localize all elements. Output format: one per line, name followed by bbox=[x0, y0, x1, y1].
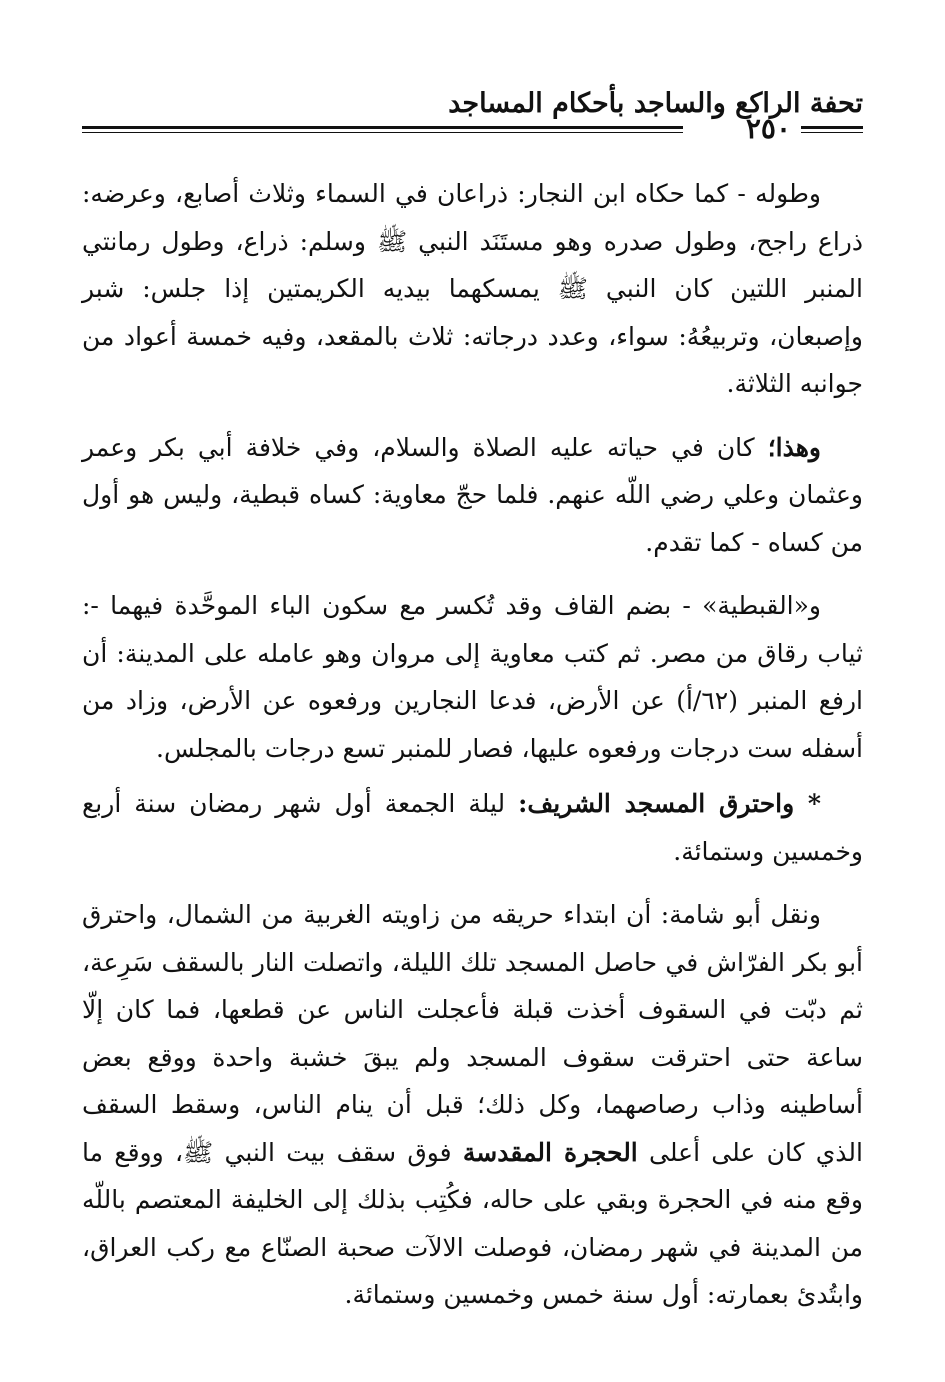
header-rule bbox=[82, 112, 863, 154]
paragraph-qubtiya bbox=[82, 582, 863, 772]
paragraph-text: كان في حياته عليه الصلاة والسلام، وفي خلافة أبي بكر وعمر وعثمان وعلي رضي اللّه عنهم. فلما حجّ معاوية: كساه قبطية، وليس هو أول من كساه - كما تقدم. bbox=[82, 432, 863, 557]
section-heading: * واحترق المسجد الشريف: bbox=[518, 789, 821, 818]
paragraph-text: وطوله - كما حكاه ابن النجار: ذراعان في السماء وثلاث أصابع، وعرضه: ذراع راجح، وطول صدره وهو مستَنَد النبي ﷺ وسلم: ذراع، وطول رمانتي المنبر اللتين كان النبي ﷺ يمسكهما بيديه الكريمتين إذا جلس: شبر وإصبعان، وتربيعُهُ: سواء، وعدد درجاته: ثلاث بالمقعد، وفيه خمسة أعواد من جوانبه الثلاثة. bbox=[82, 179, 863, 398]
paragraph-text: ونقل أبو شامة: أن ابتداء حريقه من زاويته الغربية من الشمال، واحترق أبو بكر الفرّاش في حاصل المسجد تلك الليلة، واتصلت النار بالسقف سَرِعة، ثم دبّت في السقوف أخذت قبلة فأعجلت الناس عن قطعها، فما كان إلّا ساعة حتى احترقت سقوف المسجد ولم يبقَ خشبة واحدة ووقع بعض أساطينه وذاب رصاصهما، وكل ذلك؛ قبل أن ينام الناس، وسقط السقف الذي كان على أعلى bbox=[82, 900, 863, 1167]
header-rule-left bbox=[82, 126, 683, 133]
paragraph-minbar-dimensions bbox=[82, 170, 863, 408]
paragraph-mosque-fire-heading bbox=[82, 780, 863, 875]
paragraph-text: فوق سقف بيت النبي ﷺ، ووقع ما وقع منه في الحجرة وبقي على حاله، فكُتِب بذلك إلى الخليفة المعتصم باللّه من المدينة في شهر رمضان، فوصلت الالآت صحبة الصنّاع مع ركب العراق، وابتُدئ بعمارته: أول سنة خمس وخمسين وستمائة. bbox=[82, 1137, 863, 1309]
page-body bbox=[82, 170, 863, 1319]
paragraph-text: ليلة الجمعة أول شهر رمضان سنة أربع وخمسين وستمائة. bbox=[82, 789, 863, 866]
paragraph-lead: وهذا؛ bbox=[767, 432, 821, 462]
page-number: ٢٥٠ bbox=[745, 112, 791, 145]
paragraph-minbar-history bbox=[82, 424, 863, 567]
running-header-title: تحفة الراكع والساجد بأحكام المساجد bbox=[448, 88, 863, 119]
paragraph-emphasis: الحجرة المقدسة bbox=[462, 1137, 638, 1167]
paragraph-abu-shama bbox=[82, 891, 863, 1319]
paragraph-text: و«القبطية» - بضم القاف وقد تُكسر مع سكون الباء الموحَّدة فيهما -: ثياب رقاق من مصر. ثم كتب معاوية إلى مروان وهو عامله على المدينة: أن ارفع المنبر (٦٢/أ) عن الأرض، فدعا النجارين ورفعوه عن الأرض، وزاد من أسفله ست درجات ورفعوه عليها، فصار للمنبر تسع درجات بالمجلس. bbox=[82, 591, 863, 763]
header-rule-right bbox=[801, 126, 863, 133]
